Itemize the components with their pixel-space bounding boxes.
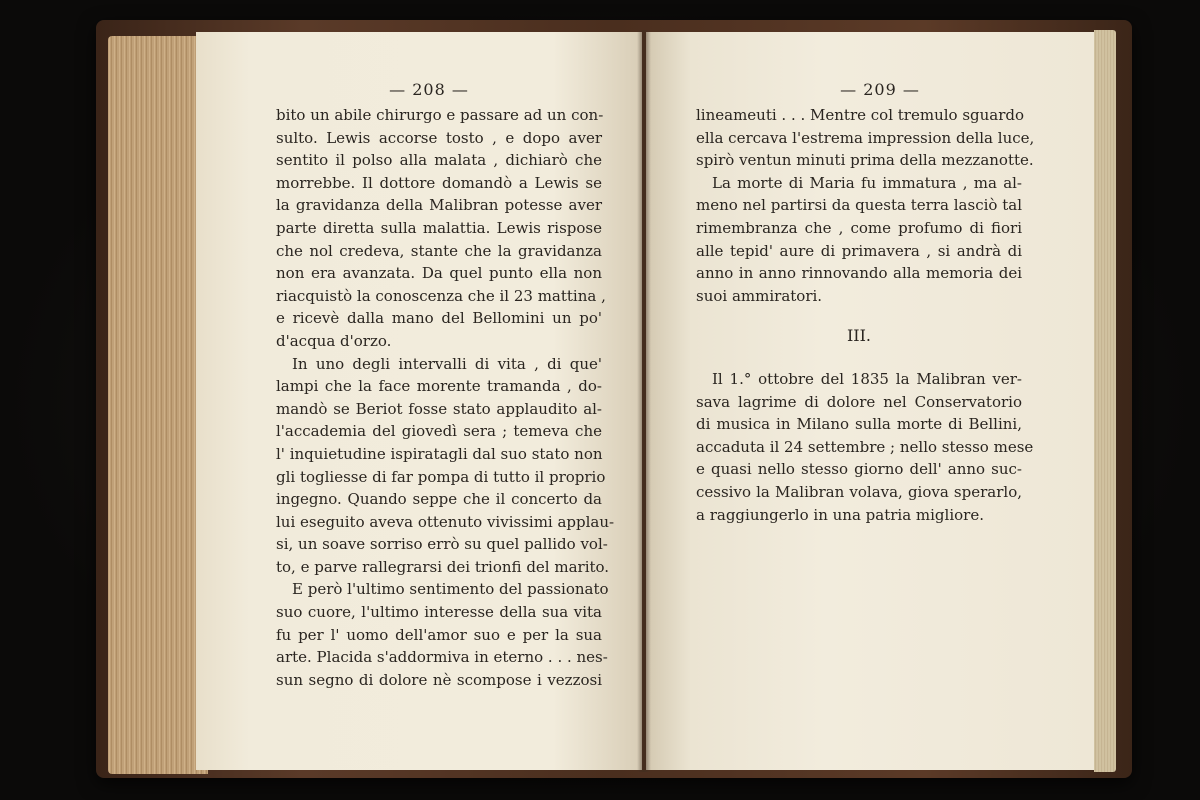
text-line: di musica in Milano sulla morte di Bellini, <box>696 415 1022 434</box>
text-line: sun segno di dolore nè scompose i vezzosi <box>276 670 602 689</box>
text-line: spirò ventun minuti prima della mezzanotte. <box>696 151 1034 170</box>
text-line: d'acqua d'orzo. <box>276 331 392 350</box>
left-page-text <box>276 104 615 691</box>
text-line: gli togliesse di far pompa di tutto il proprio <box>276 467 606 486</box>
text-line: anno in anno rinnovando alla memoria dei <box>696 264 1022 283</box>
right-page <box>646 32 1094 770</box>
text-line: Il 1.° ottobre del 1835 la Malibran ver- <box>712 369 1022 388</box>
text-line: l' inquietudine ispiratagli dal suo stato non <box>276 444 603 463</box>
text-line: si, un soave sorriso errò su quel pallido vol- <box>276 535 608 554</box>
text-line: riacquistò la conoscenza che il 23 mattina , <box>276 286 606 305</box>
text-line: non era avanzata. Da quel punto ella non <box>276 264 602 283</box>
text-line: In uno degli intervalli di vita , di que' <box>292 354 602 373</box>
text-line: la gravidanza della Malibran potesse aver <box>276 196 602 215</box>
text-line: cessivo la Malibran volava, giova sperarlo, <box>696 482 1022 501</box>
text-line: meno nel partirsi da questa terra lasciò tal <box>696 196 1022 215</box>
text-line: morrebbe. Il dottore domandò a Lewis se <box>276 173 602 192</box>
text-line: suoi ammiratori. <box>696 286 823 305</box>
text-line: E però l'ultimo sentimento del passionato <box>292 580 609 599</box>
page-number-right: — 209 — <box>840 80 920 99</box>
text-line: arte. Placida s'addormiva in eterno . . . nes- <box>276 648 608 667</box>
text-line: lampi che la face morente tramanda , do- <box>276 377 602 396</box>
page-block-edges <box>108 36 208 774</box>
text-line: e quasi nello stesso giorno dell' anno suc- <box>696 460 1022 479</box>
text-line: lui eseguito aveva ottenuto vivissimi applau- <box>276 512 615 531</box>
text-line: fu per l' uomo dell'amor suo e per la sua <box>276 625 602 644</box>
text-line: alle tepid' aure di primavera , si andrà di <box>696 241 1022 260</box>
text-line: mandò se Beriot fosse stato applaudito al- <box>276 399 602 418</box>
text-line: sulto. Lewis accorse tosto , e dopo aver <box>276 128 602 147</box>
text-line: sentito il polso alla malata , dichiarò che <box>276 151 602 170</box>
right-page-text <box>696 104 1035 526</box>
text-line: ella cercava l'estrema impression della luce, <box>696 128 1035 147</box>
text-line: lineameuti . . . Mentre col tremulo sguardo <box>696 106 1025 124</box>
text-line: accaduta il 24 settembre ; nello stesso mese <box>696 437 1034 456</box>
text-line: rimembranza che , come profumo di fiori <box>696 218 1022 237</box>
text-line: La morte di Maria fu immatura , ma al- <box>712 173 1022 192</box>
text-line: l'accademia del giovedì sera ; temeva che <box>276 422 602 441</box>
right-page-edges <box>1094 30 1116 772</box>
text-line: che nol credeva, stante che la gravidanza <box>276 241 602 260</box>
section-heading: III. <box>846 326 872 346</box>
text-line: suo cuore, l'ultimo interesse della sua vita <box>276 603 602 622</box>
left-page <box>196 32 642 770</box>
book-gutter <box>637 30 651 772</box>
text-line: sava lagrime di dolore nel Conservatorio <box>696 392 1022 411</box>
page-number-left: — 208 — <box>389 80 469 99</box>
text-line: e ricevè dalla mano del Bellomini un po' <box>276 309 602 328</box>
text-line: parte diretta sulla malattia. Lewis rispose <box>276 218 602 237</box>
text-line: to, e parve rallegrarsi dei trionfi del marito. <box>276 557 610 576</box>
text-line: ingegno. Quando seppe che il concerto da <box>276 490 602 509</box>
text-line: a raggiungerlo in una patria migliore. <box>696 505 984 524</box>
text-line: bito un abile chirurgo e passare ad un con- <box>276 106 604 124</box>
